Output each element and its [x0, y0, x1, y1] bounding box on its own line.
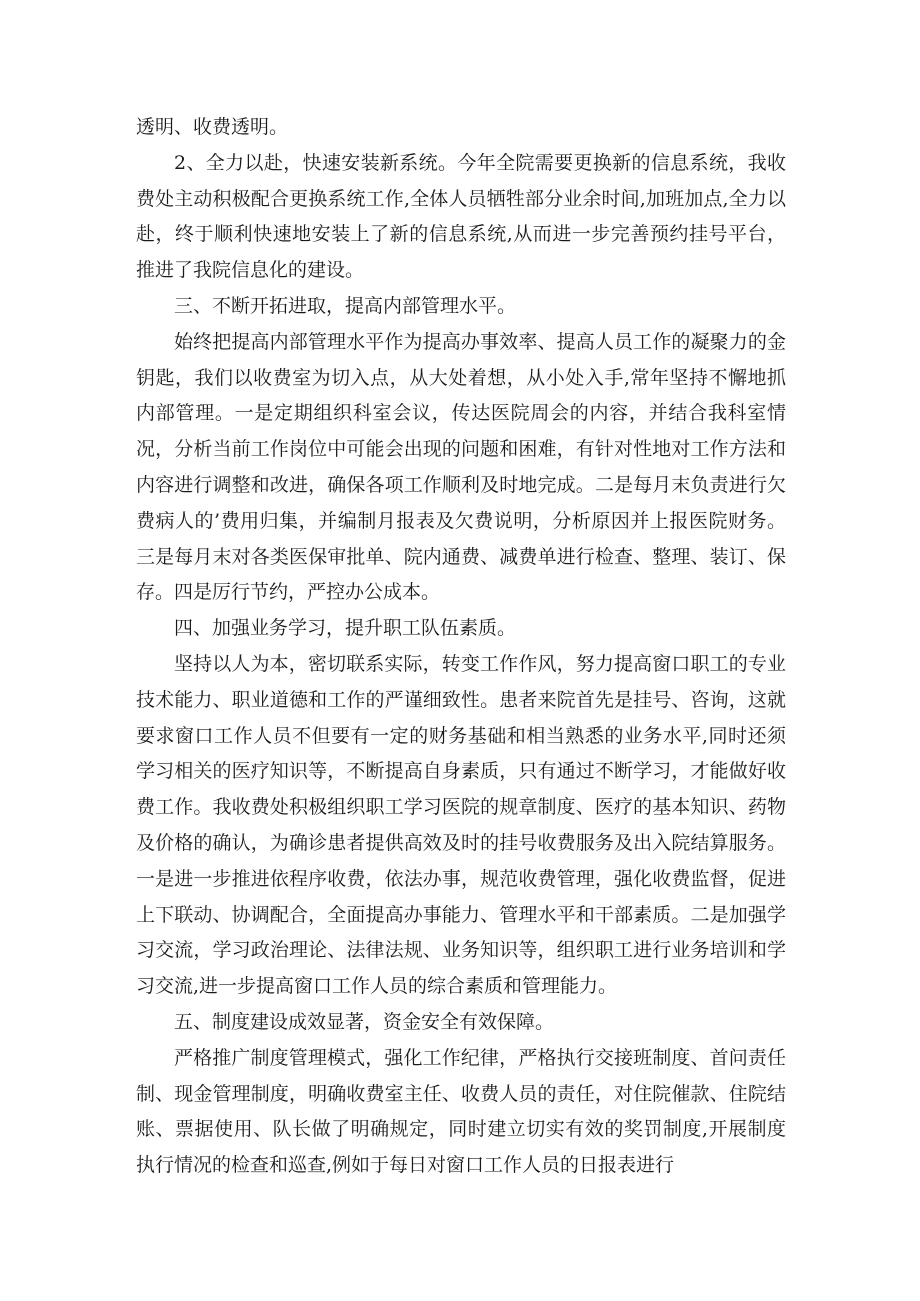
section-heading-3: 三、不断开拓进取，提高内部管理水平。 [174, 294, 517, 317]
paragraph-business-study: 坚持以人为本，密切联系实际，转变工作作风，努力提高窗口职工的专业技术能力、职业道德和工作的严谨细致性。患者来院首先是挂号、咨询，这就要求窗口工作人员不但要有一定的财务基础和相当熟悉的业务水平,同时还须学习相关的医疗知识等，不断提高自身素质，只有通过不断学习，才能做好收费工作。我收费处积极组织职工学习医院的规章制度、医疗的基本知识、药物及价格的确认，为确诊患者提供高效及时的挂号收费服务及出入院结算服务。一是进一步推进依程序收费，依法办事，规范收费管理，强化收费监督，促进上下联动、协调配合，全面提高办事能力、管理水平和干部素质。二是加强学习交流，学习政治理论、法律法规、业务知识等，组织职工进行业务培训和学习交流,进一步提高窗口工作人员的综合素质和管理能力。 [136, 652, 786, 998]
paragraph-internal-management: 始终把提高内部管理水平作为提高办事效率、提高人员工作的凝聚力的金钥匙，我们以收费室为切入点，从大处着想，从小处入手,常年坚持不懈地抓内部管理。一是定期组织科室会议，传达医院周会的内容，并结合我科室情况，分析当前工作岗位中可能会出现的问题和困难，有针对性地对工作方法和内容进行调整和改进，确保各项工作顺利及时地完成。二是每月末负责进行欠费病人的’费用归集，并编制月报表及欠费说明，分析原因并上报医院财务。三是每月末对各类医保审批单、院内通费、减费单进行检查、整理、装订、保存。四是厉行节约，严控办公成本。 [136, 330, 786, 604]
section-heading-5: 五、制度建设成效显著，资金安全有效保障。 [174, 1010, 555, 1033]
section-heading-4: 四、加强业务学习，提升职工队伍素质。 [174, 617, 517, 640]
document-body [136, 110, 786, 1184]
paragraph-continuation: 透明、收费透明。 [136, 116, 289, 138]
paragraph-system-building: 严格推广制度管理模式，强化工作纪律，严格执行交接班制度、首问责任制、现金管理制度，明确收费室主任、收费人员的责任，对住院催款、住院结账、票据使用、队长做了明确规定，同时建立切实有效的奖罚制度,开展制度执行情况的检查和巡查,例如于每日对窗口工作人员的日报表进行 [136, 1046, 786, 1177]
paragraph-new-system: 2、全力以赴，快速安装新系统。今年全院需要更换新的信息系统，我收费处主动积极配合更换系统工作,全体人员牺牲部分业余时间,加班加点,全力以赴，终于顺利快速地安装上了新的信息系统,从而进一步完善预约挂号平台，推进了我院信息化的建设。 [136, 151, 786, 282]
